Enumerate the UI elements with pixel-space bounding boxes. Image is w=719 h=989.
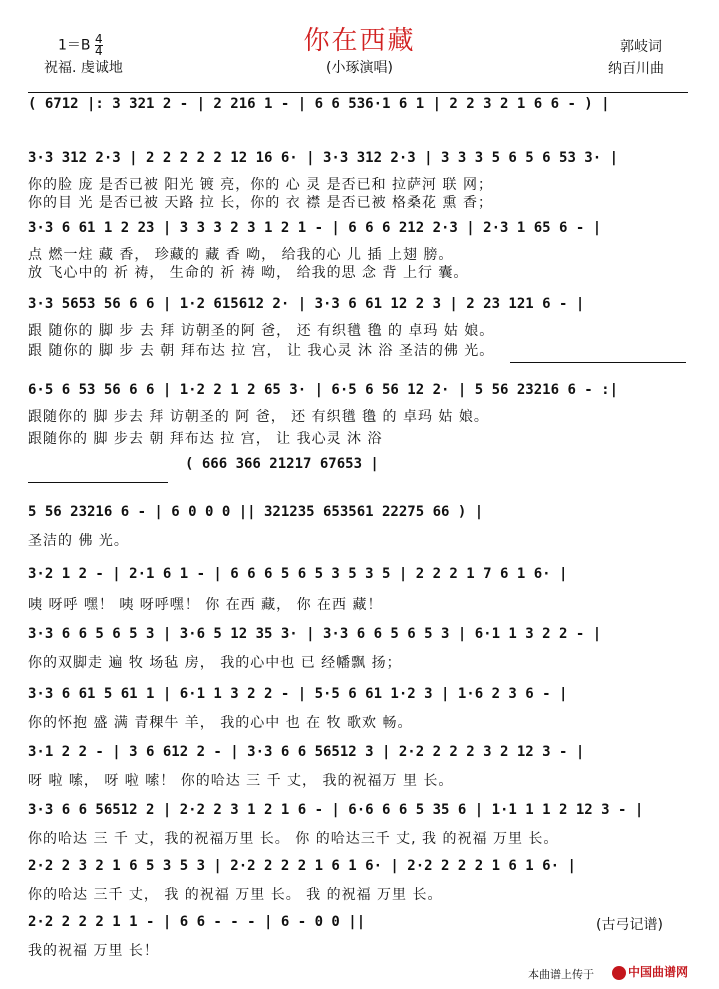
lyric-row-10: 呀 啦 嗦， 呀 啦 嗦！ 你的哈达 三 千 丈， 我的祝福万 里 长。 bbox=[28, 773, 454, 789]
score-row-11: 3·3 6 6 56512 2 | 2·2 2 3 1 2 1 6 - | 6·6 6 6 5 35 6 | 1·1 1 1 2 12 3 - | bbox=[28, 802, 644, 818]
composer: 纳百川曲 bbox=[608, 61, 664, 77]
song-title: 你在西藏 bbox=[303, 26, 416, 56]
lyric-row-12: 你的哈达 三千 丈， 我 的祝福 万里 长。 我 的祝福 万里 长。 bbox=[28, 887, 443, 903]
tempo-mood: 祝福. 虔诚地 bbox=[44, 60, 123, 76]
lyric-row-4b: 跟 随你的 脚 步 去 朝 拜布达 拉 宫， 让 我心灵 沐 浴 圣洁的佛 光。 bbox=[28, 343, 495, 359]
site-logo[interactable] bbox=[612, 963, 688, 980]
interlude-row: ( 666 366 21217 67653 | bbox=[185, 456, 379, 472]
score-row-9: 3·3 6 61 5 61 1 | 6·1 1 3 2 2 - | 5·5 6 61 1·2 3 | 1·6 2 3 6 - | bbox=[28, 686, 568, 702]
score-row-7: 3·2 1 2 - | 2·1 6 1 - | 6 6 6 5 6 5 3 5 3 5 | 2 2 2 1 7 6 1 6· | bbox=[28, 566, 568, 582]
transcriber-note: (古弓记谱) bbox=[596, 917, 663, 933]
volta-2-bracket bbox=[28, 482, 168, 483]
lyric-row-3b: 放 飞心中的 祈 祷， 生命的 祈 祷 呦， 给我的思 念 背 上行 囊。 bbox=[28, 265, 469, 281]
site-name: 中国曲谱网 bbox=[628, 965, 689, 979]
lyric-row-8: 你的双脚走 遍 牧 场毡 房， 我的心中也 已 经幡飘 扬； bbox=[28, 655, 402, 671]
score-row-2: 3·3 312 2·3 | 2 2 2 2 2 12 16 6· | 3·3 312 2·3 | 3 3 3 5 6 5 6 53 3· | bbox=[28, 150, 619, 166]
score-row-4: 3·3 5653 56 6 6 | 1·2 615612 2· | 3·3 6 61 12 2 3 | 2 23 121 6 - | bbox=[28, 296, 585, 312]
volta-1-bracket bbox=[510, 362, 686, 363]
score-row-3: 3·3 6 61 1 2 23 | 3 3 3 2 3 1 2 1 - | 6 6 6 212 2·3 | 2·3 1 65 6 - | bbox=[28, 220, 602, 236]
meter-denominator: 4 bbox=[94, 44, 103, 58]
meter-numerator: 4 bbox=[94, 32, 103, 46]
lyric-row-11: 你的哈达 三 千 丈，我的祝福万里 长。 你 的哈达三千 丈, 我 的祝福 万里 长。 bbox=[28, 831, 559, 847]
score-row-12: 2·2 2 3 2 1 6 5 3 5 3 | 2·2 2 2 2 1 6 1 6· | 2·2 2 2 2 1 6 1 6· | bbox=[28, 858, 576, 874]
logo-icon bbox=[612, 966, 626, 980]
key-label: 1＝B bbox=[58, 37, 91, 54]
lyric-row-13: 我的祝福 万里 长！ bbox=[28, 943, 159, 959]
time-signature bbox=[95, 34, 103, 57]
score-row-1: ( 6712 |: 3 321 2 - | 2 216 1 - | 6 6 536·1 6 1 | 2 2 3 2 1 6 6 - ) | bbox=[28, 96, 610, 112]
score-row-5: 6·5 6 53 56 6 6 | 1·2 2 1 2 65 3· | 6·5 6 56 12 2· | 5 56 23216 6 - :| bbox=[28, 382, 619, 398]
lyric-row-7: 咦 呀呼 嘿！ 咦 呀呼嘿！ 你 在西 藏， 你 在西 藏！ bbox=[28, 597, 383, 613]
lyric-row-9: 你的怀抱 盛 满 青稞牛 羊， 我的心中 也 在 牧 歌欢 畅。 bbox=[28, 715, 413, 731]
lyric-row-5b: 跟随你的 脚 步去 朝 拜布达 拉 宫， 让 我心灵 沐 浴 bbox=[28, 431, 383, 447]
key-signature bbox=[58, 34, 103, 57]
score-row-10: 3·1 2 2 - | 3 6 612 2 - | 3·3 6 6 56512 3 | 2·2 2 2 2 3 2 12 3 - | bbox=[28, 744, 585, 760]
footer-upload-text: 本曲谱上传于 bbox=[528, 968, 594, 981]
lyric-row-6: 圣洁的 佛 光。 bbox=[28, 533, 129, 549]
lyric-row-3a: 点 燃一炷 藏 香， 珍藏的 藏 香 呦， 给我的心 儿 插 上翅 膀。 bbox=[28, 247, 454, 263]
phrase-line bbox=[28, 92, 688, 93]
score-row-13: 2·2 2 2 2 1 1 - | 6 6 - - - | 6 - 0 0 || bbox=[28, 914, 366, 930]
performer: (小琢演唱) bbox=[326, 60, 393, 76]
lyric-row-4a: 跟 随你的 脚 步 去 拜 访朝圣的阿 爸， 还 有织氆 氇 的 卓玛 姑 娘。 bbox=[28, 323, 495, 339]
lyric-row-5a: 跟随你的 脚 步去 拜 访朝圣的 阿 爸， 还 有织氆 氇 的 卓玛 姑 娘。 bbox=[28, 409, 489, 425]
score-row-8: 3·3 6 6 5 6 5 3 | 3·6 5 12 35 3· | 3·3 6 6 5 6 5 3 | 6·1 1 3 2 2 - | bbox=[28, 626, 602, 642]
score-row-6: 5 56 23216 6 - | 6 0 0 0 || 321235 653561 22275 66 ) | bbox=[28, 504, 484, 520]
lyricist: 郭岐词 bbox=[620, 39, 662, 55]
lyric-row-2b: 你的目 光 是否已被 天路 拉 长，你的 衣 襟 是否已被 格桑花 熏 香； bbox=[28, 195, 493, 211]
lyric-row-2a: 你的脸 庞 是否已被 阳光 镀 亮，你的 心 灵 是否已和 拉萨河 联 网； bbox=[28, 177, 493, 193]
